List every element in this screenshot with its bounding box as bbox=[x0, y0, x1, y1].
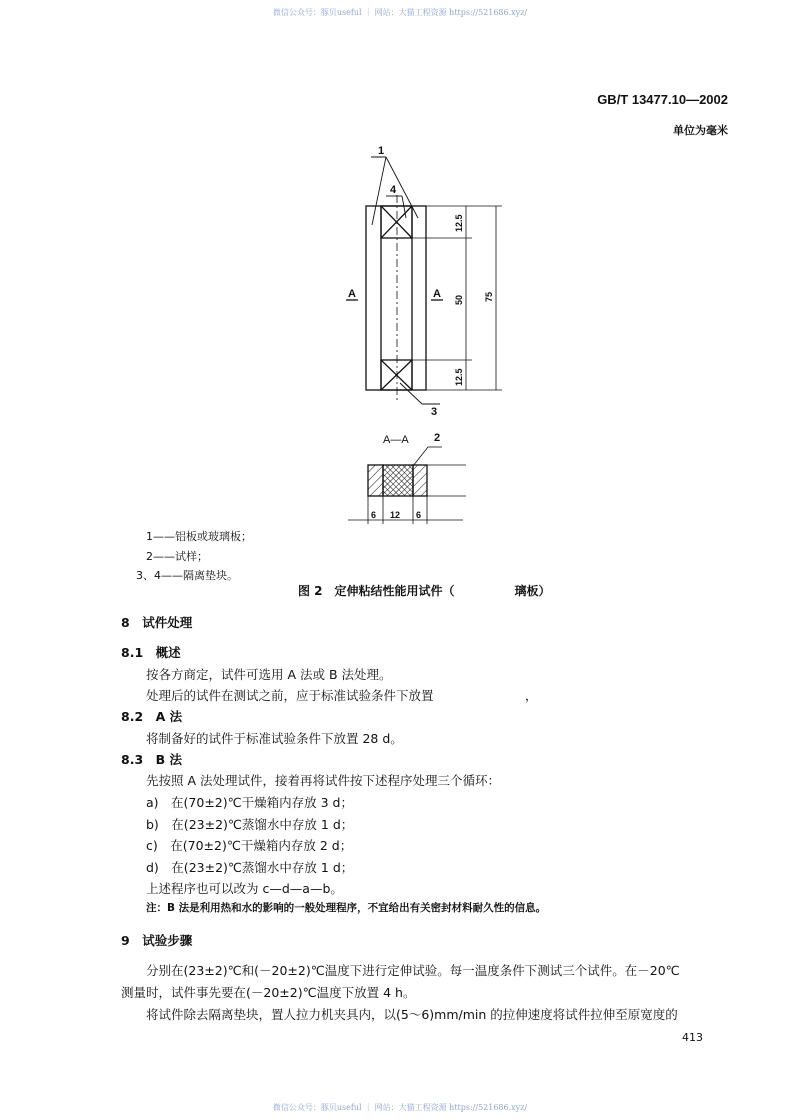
legend-item-1: 1——铝板或玻璃板； bbox=[146, 530, 252, 543]
unit-note: 单位为毫米 bbox=[673, 124, 728, 137]
section-9-p1a: 分别在(23±2)℃和(－20±2)℃温度下进行定伸试验。每一温度条件下测试三个试件。在－20℃ bbox=[146, 963, 680, 978]
dim-total: 75 bbox=[484, 291, 494, 302]
section-9-title: 9 试验步骤 bbox=[121, 933, 193, 948]
section-8-1-p1: 按各方商定，试件可选用 A 法或 B 法处理。 bbox=[146, 667, 392, 682]
section-9-p1b: 测量时，试件事先要在(－20±2)℃温度下放置 4 h。 bbox=[121, 985, 416, 1000]
section-8-3-title: 8.3 B 法 bbox=[121, 752, 183, 767]
dim-top: 12.5 bbox=[454, 214, 464, 232]
leader-label-1: 1 bbox=[378, 145, 385, 157]
section-view bbox=[348, 447, 466, 524]
dim-sec-left: 6 bbox=[371, 510, 377, 520]
leader-label-2: 2 bbox=[434, 432, 441, 444]
section-title: A—A bbox=[383, 434, 409, 446]
standard-number: GB/T 13477.10—2002 bbox=[597, 92, 728, 107]
watermark-top: 微信公众号：豚贝useful ｜ 网站：大猫工程资源 https://521686.xyz/ bbox=[272, 8, 528, 17]
section-8-1-title: 8.1 概述 bbox=[121, 645, 181, 660]
dim-sec-mid: 12 bbox=[390, 510, 401, 520]
legend-item-3: 3、4——隔离垫块。 bbox=[136, 569, 238, 582]
section-mark-left: A bbox=[348, 288, 356, 300]
dim-bottom: 12.5 bbox=[454, 368, 464, 386]
dim-middle: 50 bbox=[454, 294, 464, 305]
page-number: 413 bbox=[682, 1031, 703, 1044]
front-view bbox=[346, 157, 502, 404]
leader-label-3: 3 bbox=[431, 406, 438, 418]
list-item-a: a) 在(70±2)℃干燥箱内存放 3 d； bbox=[146, 795, 353, 810]
section-8-3-p2: 上述程序也可以改为 c—d—a—b。 bbox=[146, 881, 343, 896]
dim-sec-right: 6 bbox=[416, 510, 422, 520]
section-8-3-note: 注：B 法是利用热和水的影响的一般处理程序，不宜给出有关密封材料耐久性的信息。 bbox=[146, 902, 547, 914]
section-8-1-p2: 处理后的试件在测试之前，应于标准试验条件下放置 bbox=[146, 688, 434, 703]
section-9-p2: 将试件除去隔离垫块，置人拉力机夹具内，以(5～6)mm/min 的拉伸速度将试件拉伸至原宽度的 bbox=[146, 1007, 678, 1022]
legend-item-2: 2——试样； bbox=[146, 550, 208, 563]
leader-label-4: 4 bbox=[390, 184, 397, 196]
section-8-title: 8 试件处理 bbox=[121, 615, 193, 630]
section-8-1-p2-tail: ， bbox=[525, 688, 538, 703]
section-8-2-title: 8.2 A 法 bbox=[121, 709, 183, 724]
watermark-bottom: 微信公众号：豚贝useful ｜ 网站：大猫工程资源 https://521686.xyz/ bbox=[272, 1103, 528, 1112]
section-8-3-p1: 先按照 A 法处理试件，接着再将试件按下述程序处理三个循环： bbox=[146, 773, 500, 788]
list-item-d: d) 在(23±2)℃蒸馏水中存放 1 d； bbox=[146, 860, 354, 875]
list-item-b: b) 在(23±2)℃蒸馏水中存放 1 d； bbox=[146, 817, 354, 832]
figure-caption: 图 2 定伸粘结性能用试件（ 璃板） bbox=[298, 584, 551, 598]
section-8-2-p1: 将制备好的试件于标准试验条件下放置 28 d。 bbox=[146, 731, 403, 746]
section-mark-right: A bbox=[433, 288, 441, 300]
list-item-c: c) 在(70±2)℃干燥箱内存放 2 d； bbox=[146, 838, 353, 853]
